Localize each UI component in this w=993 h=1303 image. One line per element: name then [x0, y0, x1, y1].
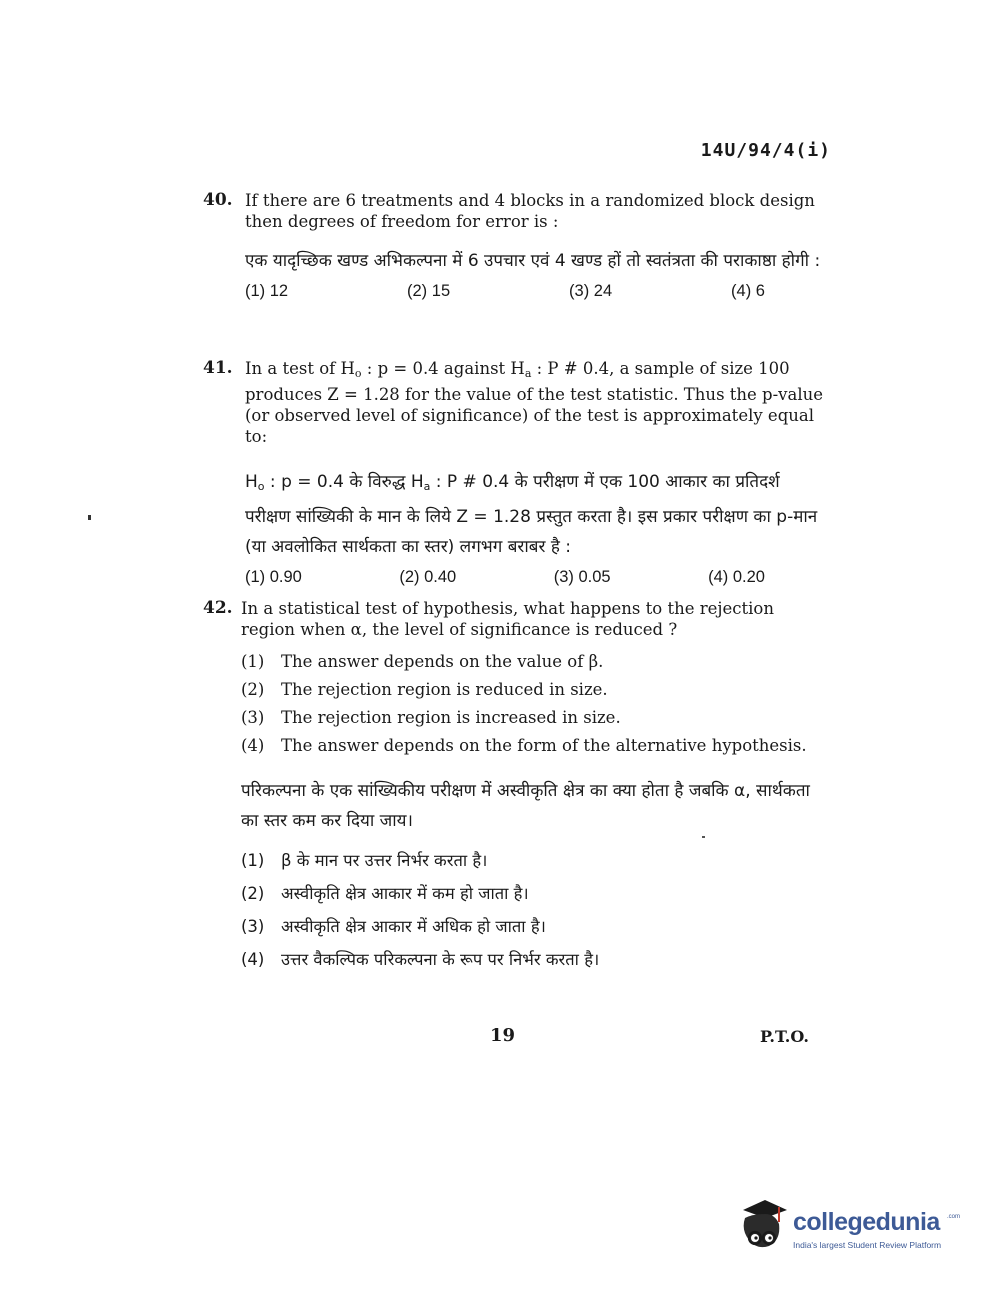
- option-number: (4): [241, 736, 265, 755]
- paper-code: 14U/94/4(i): [700, 140, 831, 161]
- option-3: [241, 910, 828, 943]
- option-1: [241, 648, 828, 676]
- option-number: (3): [241, 708, 265, 727]
- question-text-english: [245, 358, 828, 447]
- options-row: [245, 282, 765, 301]
- option-number: (2): [241, 680, 265, 699]
- question-number: 41.: [203, 358, 233, 378]
- option-3: (3) 24: [569, 282, 613, 300]
- text-part: : p = 0.4 against H: [361, 359, 525, 378]
- option-1: (1) 12: [245, 282, 289, 300]
- mascot-icon: [735, 1196, 793, 1258]
- question-text-hindi: परिकल्पना के एक सांख्यिकीय परीक्षण में अस्वीकृति क्षेत्र का क्या होता है जबकि α, सार्थकता का स्तर कम कर दिया जाय।: [241, 781, 810, 831]
- page-number: 19: [490, 1025, 516, 1046]
- english-options: [241, 648, 828, 760]
- option-text: The answer depends on the value of β.: [281, 652, 604, 671]
- text-part: In a test of H: [245, 359, 355, 378]
- logo-name: collegedunia: [793, 1208, 940, 1236]
- question-40: [203, 190, 828, 301]
- subscript: o: [257, 480, 265, 493]
- option-text: अस्वीकृति क्षेत्र आकार में अधिक हो जाता है।: [281, 917, 546, 936]
- logo-tagline: India's largest Student Review Platform: [793, 1240, 942, 1250]
- option-text: The rejection region is reduced in size.: [281, 680, 608, 699]
- option-2: (2) 0.40: [399, 568, 457, 586]
- option-number: (4): [241, 950, 265, 969]
- question-number: 40.: [203, 190, 233, 210]
- option-4: [241, 732, 828, 760]
- question-text-english: If there are 6 treatments and 4 blocks in a randomized block design then degrees of freedom for error is :: [245, 191, 815, 231]
- text-part: : p = 0.4 के विरुद्ध H: [264, 472, 424, 492]
- option-3: [241, 704, 828, 732]
- option-number: (2): [241, 884, 265, 903]
- question-number: 42.: [203, 598, 233, 618]
- option-text: β के मान पर उत्तर निर्भर करता है।: [281, 851, 488, 870]
- option-number: (3): [241, 917, 265, 936]
- option-text: उत्तर वैकल्पिक परिकल्पना के रूप पर निर्भर करता है।: [281, 950, 600, 969]
- stray-mark: [88, 515, 91, 520]
- question-41: [203, 358, 828, 587]
- option-2: [241, 676, 828, 704]
- subscript: a: [524, 367, 532, 380]
- option-2: (2) 15: [407, 282, 451, 300]
- option-text: The rejection region is increased in size.: [281, 708, 621, 727]
- question-text-hindi: [245, 467, 828, 562]
- option-number: (1): [241, 652, 265, 671]
- stray-mark: [702, 836, 705, 838]
- option-3: (3) 0.05: [553, 568, 611, 586]
- text-part: : P # 0.4 के परीक्षण में एक 100 आकार का प्रतिदर्श परीक्षण सांख्यिकी के मान के लिये Z = 1.28 प्रस्तुत करता है। इस प्रकार परीक्षण का p-मान (या अवलोकित सार्थकता का स्तर) लगभग बराबर है :: [245, 472, 818, 557]
- option-number: (1): [241, 851, 265, 870]
- subscript: a: [423, 480, 431, 493]
- text-part: H: [245, 472, 258, 492]
- logo-suffix: .com: [947, 1214, 961, 1220]
- option-text: अस्वीकृति क्षेत्र आकार में कम हो जाता है।: [281, 884, 529, 903]
- collegedunia-logo: [735, 1200, 965, 1260]
- text-part: : P # 0.4, a sample of size 100 produces Z = 1.28 for the value of the test statistic. Thus the p-value (or observed level of significance) of the test is approximately equal to:: [245, 359, 824, 446]
- question-text-english: In a statistical test of hypothesis, what happens to the rejection region when α, the level of significance is reduced ?: [241, 599, 774, 639]
- option-2: [241, 877, 828, 910]
- option-4: (4) 0.20: [708, 568, 765, 586]
- option-4: (4) 6: [731, 282, 765, 300]
- option-1: (1) 0.90: [245, 568, 302, 586]
- option-text: The answer depends on the form of the alternative hypothesis.: [281, 736, 807, 755]
- option-1: [241, 844, 828, 877]
- question-text-hindi: एक यादृच्छिक खण्ड अभिकल्पना में 6 उपचार एवं 4 खण्ड हों तो स्वतंत्रता की पराकाष्ठा होगी :: [245, 251, 821, 271]
- question-42: [203, 598, 828, 976]
- option-4: [241, 943, 828, 976]
- pto-label: P.T.O.: [760, 1027, 809, 1046]
- subscript: o: [354, 367, 362, 380]
- hindi-options: [241, 844, 828, 976]
- options-row: [245, 568, 765, 587]
